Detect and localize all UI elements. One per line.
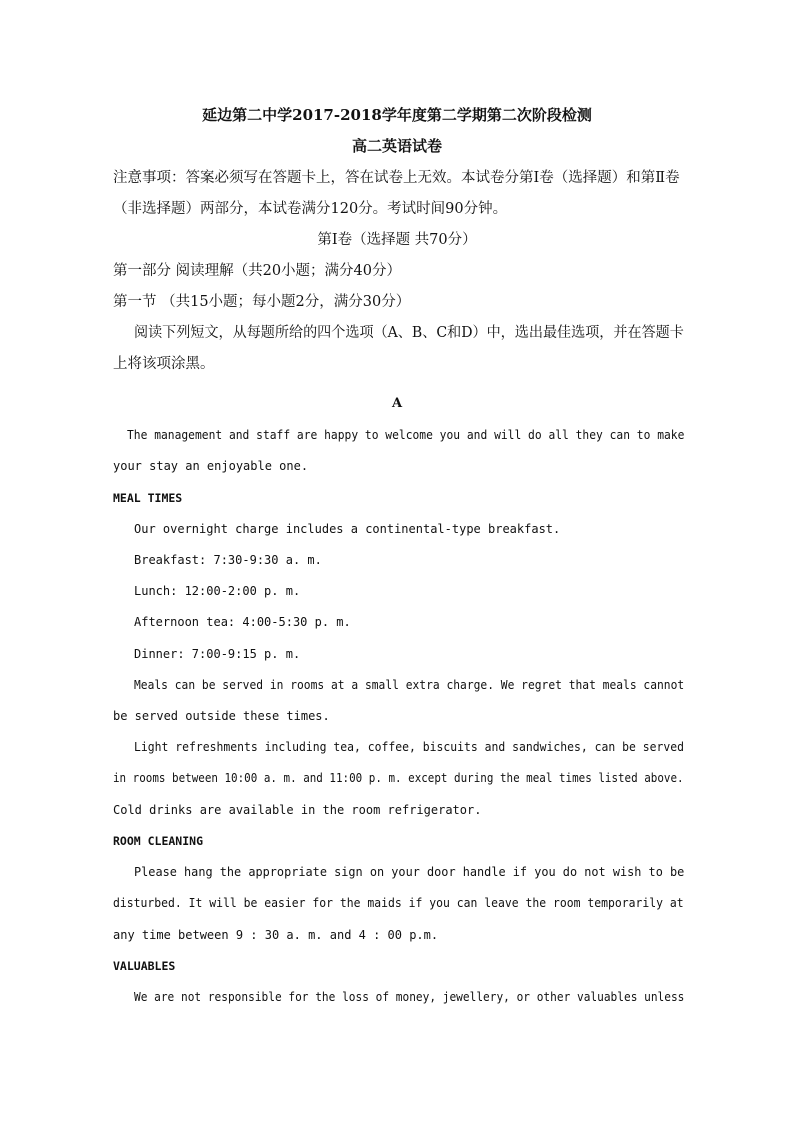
lunch-time: Lunch: 12:00-2:00 p. m. bbox=[134, 584, 301, 598]
instruction-line-2: 上将该项涂黑。 bbox=[113, 356, 215, 372]
exam-title: 延边第二中学2017-2018学年度第二学期第二次阶段检测 bbox=[202, 106, 592, 124]
valuables-line-1: We are not responsible for the loss of money, jewellery, or other valuables unless bbox=[134, 990, 685, 1004]
room-cleaning-heading: ROOM CLEANING bbox=[113, 834, 204, 848]
meals-in-rooms-line-1: Meals can be served in rooms at a small extra charge. We regret that meals cannot bbox=[134, 678, 685, 692]
meals-in-rooms-line-2: be served outside these times. bbox=[113, 709, 330, 723]
instruction-line-1: 阅读下列短文，从每题所给的四个选项（A、B、C和D）中，选出最佳选项，并在答题卡 bbox=[134, 325, 684, 341]
notice-line-1: 注意事项：答案必须写在答题卡上，答在试卷上无效。本试卷分第Ⅰ卷（选择题）和第Ⅱ卷 bbox=[113, 170, 680, 186]
valuables-heading: VALUABLES bbox=[113, 959, 176, 973]
meal-times-heading: MEAL TIMES bbox=[113, 491, 183, 505]
refreshments-line-2: in rooms between 10:00 a. m. and 11:00 p. m. except during the meal times listed above. bbox=[113, 771, 684, 785]
refreshments-line-3: Cold drinks are available in the room refrigerator. bbox=[113, 803, 482, 817]
part-heading: 第一部分 阅读理解（共20小题；满分40分） bbox=[113, 263, 402, 279]
cleaning-line-3: any time between 9 : 30 a. m. and 4 : 00 p.m. bbox=[113, 928, 439, 942]
dinner-time: Dinner: 7:00-9:15 p. m. bbox=[134, 647, 301, 661]
afternoon-tea-time: Afternoon tea: 4:00-5:30 p. m. bbox=[134, 615, 351, 629]
intro-line-1: The management and staff are happy to welcome you and will do all they can to make bbox=[127, 428, 685, 442]
exam-subtitle: 高二英语试卷 bbox=[351, 137, 442, 155]
cleaning-line-2: disturbed. It will be easier for the maids if you can leave the room temporarily at bbox=[113, 896, 684, 910]
intro-line-2: your stay an enjoyable one. bbox=[113, 459, 309, 473]
meal-charge-line: Our overnight charge includes a continental-type breakfast. bbox=[134, 522, 561, 536]
notice-line-2: （非选择题）两部分，本试卷满分120分。考试时间90分钟。 bbox=[113, 201, 508, 217]
cleaning-line-1: Please hang the appropriate sign on your door handle if you do not wish to be bbox=[134, 865, 685, 879]
subpart-heading: 第一节 （共15小题；每小题2分，满分30分） bbox=[113, 294, 411, 310]
refreshments-line-1: Light refreshments including tea, coffee, biscuits and sandwiches, can be served bbox=[134, 740, 684, 754]
volume-heading: 第Ⅰ卷（选择题 共70分） bbox=[317, 232, 477, 248]
passage-letter: A bbox=[391, 396, 403, 411]
breakfast-time: Breakfast: 7:30-9:30 a. m. bbox=[134, 553, 322, 567]
